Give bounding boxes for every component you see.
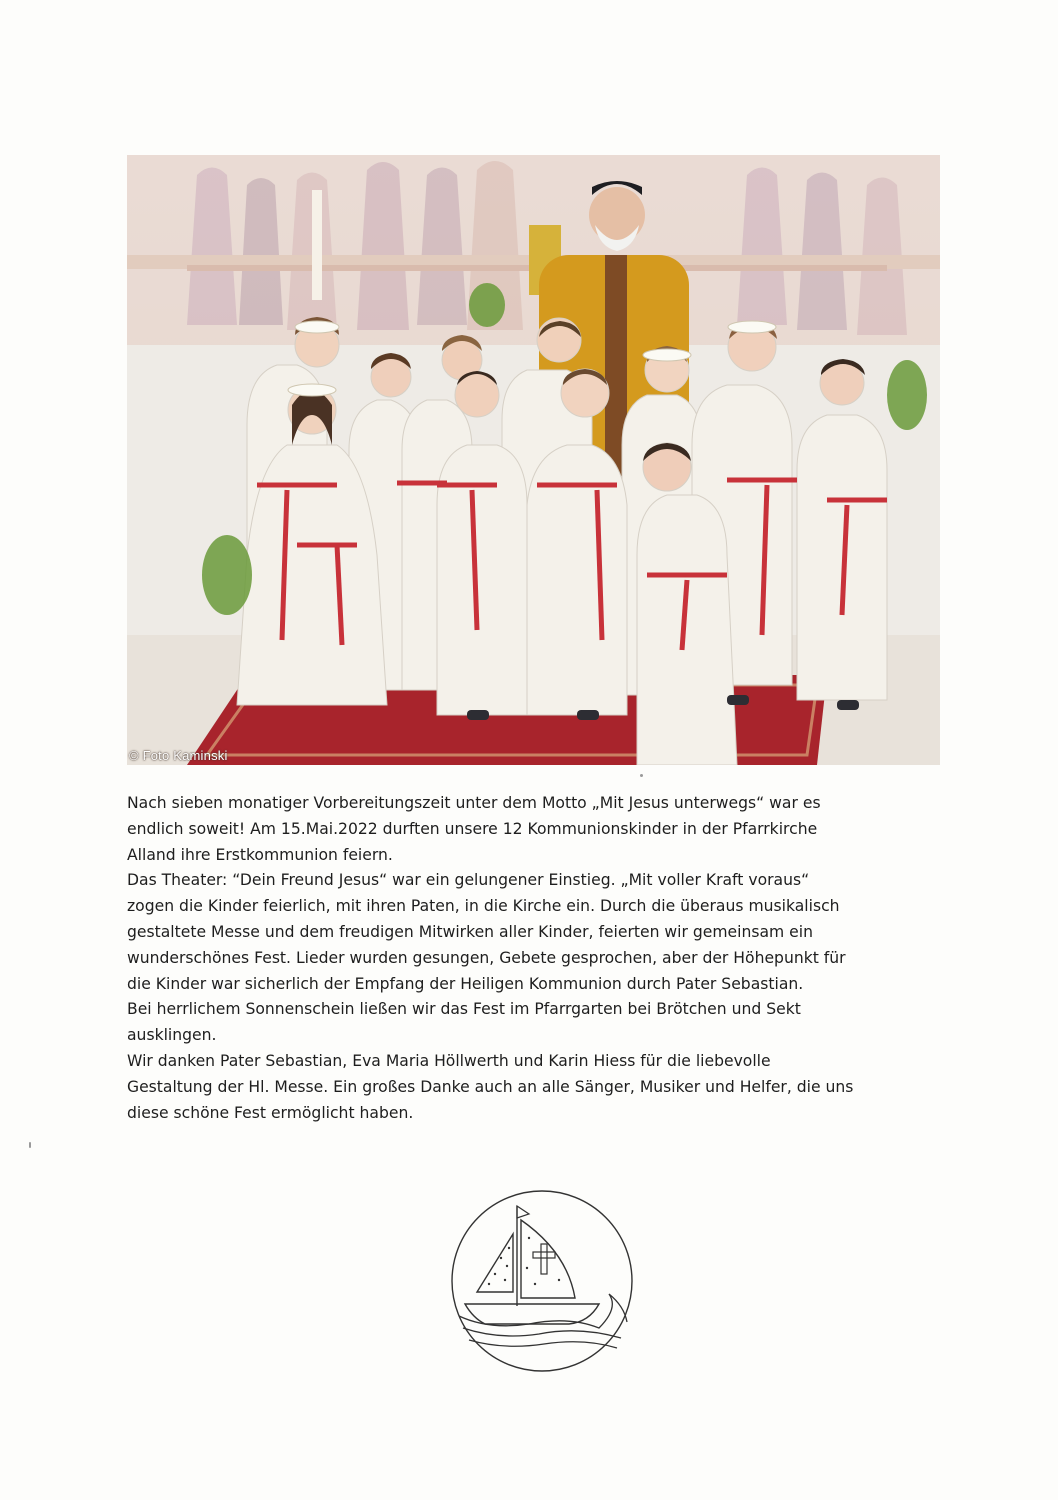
- article-line: Das Theater: “Dein Freund Jesus“ war ein gelungener Einstieg. „Mit voller Kraft voraus“: [127, 871, 810, 890]
- photo-credit: © Foto Kaminski: [129, 748, 228, 763]
- article-line: Bei herrlichem Sonnenschein ließen wir das Fest im Pfarrgarten bei Brötchen und Sekt: [127, 1000, 801, 1019]
- photo-illustration: [127, 155, 940, 765]
- paschal-candle: [312, 190, 322, 300]
- communion-boat-logo: [449, 1188, 635, 1374]
- article-line: diese schöne Fest ermöglicht haben.: [127, 1103, 414, 1122]
- scan-speck: [640, 774, 643, 777]
- left-sail: [477, 1234, 513, 1292]
- flag: [517, 1206, 529, 1218]
- article-text: [127, 791, 942, 1126]
- article-line: Alland ihre Erstkommunion feiern.: [127, 845, 393, 864]
- scan-speck: [29, 1142, 31, 1148]
- article-line: Gestaltung der Hl. Messe. Ein großes Danke auch an alle Sänger, Musiker und Helfer, die uns: [127, 1077, 854, 1096]
- article-line: die Kinder war sicherlich der Empfang der Heiligen Kommunion durch Pater Sebastian.: [127, 974, 804, 993]
- communion-group-photo: [127, 155, 940, 765]
- article-line: Nach sieben monatiger Vorbereitungszeit unter dem Motto „Mit Jesus unterwegs“ war es: [127, 794, 821, 812]
- article-line: gestaltete Messe und dem freudigen Mitwirken aller Kinder, feierten wir gemeinsam ein: [127, 922, 813, 941]
- article-line: endlich soweit! Am 15.Mai.2022 durften unsere 12 Kommunionskinder in der Pfarrkirche: [127, 819, 818, 838]
- article-line: ausklingen.: [127, 1026, 217, 1045]
- waves: [459, 1294, 627, 1348]
- article-line: wunderschönes Fest. Lieder wurden gesungen, Gebete gesprochen, aber der Höhepunkt für: [127, 948, 846, 967]
- hull: [465, 1304, 599, 1324]
- article-line: zogen die Kinder feierlich, mit ihren Paten, in die Kirche ein. Durch die überaus musikalisch: [127, 897, 840, 916]
- right-sail: [521, 1220, 575, 1298]
- article-line: Wir danken Pater Sebastian, Eva Maria Höllwerth und Karin Hiess für die liebevolle: [127, 1051, 771, 1070]
